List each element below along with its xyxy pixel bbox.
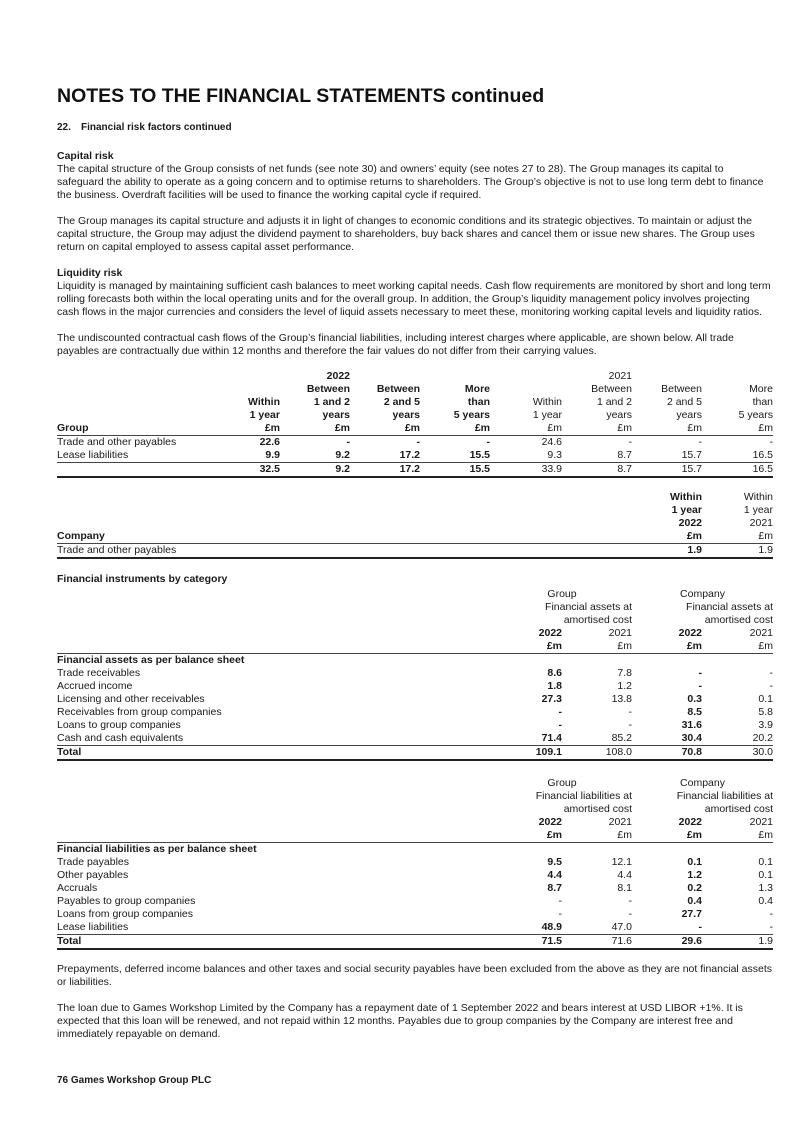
row-label: Company <box>57 530 632 544</box>
table-row <box>57 908 773 921</box>
liquidity-risk-para-2: The undiscounted contractual cash flows of the Group’s financial liabilities, including interest charges where applicable, are shown below. All trade payables are contractually due within 12 months and therefore the fair values do not differ from their carrying values. <box>57 332 734 357</box>
page-title: NOTES TO THE FINANCIAL STATEMENTS continued <box>57 85 545 107</box>
column-header: 1 year <box>671 504 702 516</box>
cell-value: 48.9 <box>541 921 562 933</box>
cell-value: - <box>558 719 562 731</box>
cell-value: 0.1 <box>758 856 774 868</box>
cell-value: - <box>558 706 562 718</box>
total-value: 29.6 <box>632 935 702 950</box>
table-row <box>57 544 773 559</box>
total-value: 32.5 <box>197 463 280 478</box>
total-row <box>57 935 773 950</box>
cell-value: 22.6 <box>259 436 280 448</box>
cell-value: 0.3 <box>687 693 702 705</box>
cell-value: 20.2 <box>752 732 774 744</box>
table-row <box>57 843 773 857</box>
table-row <box>57 588 773 601</box>
row-label: Loans from group companies <box>57 908 193 920</box>
cell-value: - <box>346 436 350 448</box>
table-row <box>57 803 773 816</box>
column-header: 1 year <box>532 409 562 421</box>
cell-value: 0.1 <box>758 693 774 705</box>
unit-label: £m <box>420 422 490 436</box>
total-value: 15.7 <box>632 463 702 478</box>
cell-value: 8.5 <box>687 706 702 718</box>
note-heading <box>57 121 773 134</box>
total-value: 16.5 <box>702 463 773 478</box>
cell-value: 9.5 <box>547 856 562 868</box>
cell-value: 9.3 <box>547 449 562 461</box>
cell-value: 16.5 <box>752 449 773 461</box>
column-header: Between <box>661 383 702 395</box>
page-footer: 76 Games Workshop Group PLC <box>57 1075 212 1086</box>
cell-value: - <box>558 908 562 920</box>
group-header: Group <box>547 777 577 789</box>
year-header: 2022 <box>538 627 562 639</box>
year-header: 2021 <box>608 627 632 639</box>
cell-value: 31.6 <box>681 719 702 731</box>
total-label: Total <box>57 746 492 761</box>
column-header: 2021 <box>749 517 773 529</box>
row-label: Licensing and other receivables <box>57 693 205 705</box>
cell-value: 9.2 <box>335 449 350 461</box>
cell-value: 30.4 <box>681 732 702 744</box>
cell-value: 71.4 <box>541 732 562 744</box>
unit-label: £m <box>280 422 350 436</box>
total-value: 8.7 <box>562 463 632 478</box>
total-value: 109.1 <box>492 746 562 761</box>
cell-value: - <box>698 436 702 448</box>
table-row <box>57 383 773 396</box>
row-label: Trade receivables <box>57 667 141 679</box>
table-row <box>57 790 773 803</box>
total-row <box>57 463 773 478</box>
cell-value: 15.7 <box>681 449 702 461</box>
total-value: 1.9 <box>702 935 773 950</box>
cell-value: 15.5 <box>469 449 490 461</box>
cell-value: - <box>698 921 702 933</box>
company-cashflow-table <box>57 491 773 559</box>
total-value: 17.2 <box>350 463 420 478</box>
table-row <box>57 614 773 627</box>
column-header: Within <box>532 396 562 408</box>
closing-para-1: Prepayments, deferred income balances and other taxes and social security payables have been excluded from the above as they are not financial assets or liabilities. <box>57 963 773 988</box>
table-row <box>57 627 773 640</box>
unit-label: £m <box>492 640 562 654</box>
table-row <box>57 654 773 668</box>
cell-value: - <box>628 436 632 448</box>
financial-liabilities-table <box>57 777 773 950</box>
column-header: Between <box>306 383 350 395</box>
group-subheader: Financial assets at <box>545 601 632 613</box>
cell-value: - <box>486 436 490 448</box>
column-header: Between <box>591 383 632 395</box>
row-label: Cash and cash equivalents <box>57 732 184 744</box>
cell-value: - <box>769 680 774 692</box>
column-header: years <box>676 409 702 421</box>
cell-value: 0.4 <box>687 895 702 907</box>
cell-value: 8.1 <box>617 882 632 894</box>
table-row <box>57 436 773 450</box>
cell-value: - <box>769 921 774 933</box>
total-value: 33.9 <box>490 463 562 478</box>
capital-risk-heading: Capital risk <box>57 150 114 162</box>
column-header: years <box>606 409 632 421</box>
column-header: More <box>464 383 490 395</box>
cell-value: 27.3 <box>541 693 562 705</box>
cell-value: - <box>769 667 774 679</box>
year-header: 2022 <box>538 816 562 828</box>
cell-value: 5.8 <box>758 706 774 718</box>
column-header <box>490 383 562 396</box>
row-label: Loans to group companies <box>57 719 181 731</box>
year-2022-label: 2022 <box>326 370 350 382</box>
cell-value: - <box>628 719 632 731</box>
row-label: Accrued income <box>57 680 133 692</box>
cell-value: - <box>628 908 632 920</box>
cell-value: 1.3 <box>758 882 774 894</box>
unit-label: £m <box>702 829 773 843</box>
cell-value: 8.6 <box>547 667 562 679</box>
unit-label: £m <box>632 640 702 654</box>
table-row <box>57 882 773 895</box>
table-row <box>57 856 773 869</box>
total-label: Total <box>57 935 492 950</box>
cell-value: 1.9 <box>702 544 773 559</box>
year-header: 2021 <box>749 816 774 828</box>
column-header: years <box>392 409 420 421</box>
total-row <box>57 746 773 761</box>
financial-assets-table <box>57 588 773 761</box>
capital-risk-para-1: The capital structure of the Group consists of net funds (see note 30) and owners’ equity (see notes 27 to 28). The Group manages its capital to safeguard the ability to operate as a going concern and to optimise returns to shareholders. The Group’s objective is not to use long term debt to finance the business. Overdraft facilities will be used to finance the working capital cycle if required. <box>57 163 764 201</box>
table-row <box>57 422 773 436</box>
table-row <box>57 732 773 746</box>
liquidity-risk-heading: Liquidity risk <box>57 267 123 279</box>
column-header: Within <box>743 491 773 503</box>
cell-value: 7.8 <box>617 667 632 679</box>
row-label: Accruals <box>57 882 98 894</box>
year-header: 2022 <box>678 816 702 828</box>
unit-label: £m <box>492 829 562 843</box>
row-label: Receivables from group companies <box>57 706 222 718</box>
total-value: 15.5 <box>420 463 490 478</box>
cell-value: 17.2 <box>399 449 420 461</box>
column-header: 2022 <box>678 517 702 529</box>
year-header: 2022 <box>678 627 702 639</box>
cell-value: - <box>698 667 702 679</box>
cell-value: 1.2 <box>617 680 632 692</box>
unit-label: £m <box>562 422 632 436</box>
cell-value: 0.2 <box>687 882 702 894</box>
table-row <box>57 816 773 829</box>
unit-label: £m <box>632 530 702 544</box>
cell-value: 47.0 <box>611 921 632 933</box>
unit-label: £m <box>562 829 632 843</box>
column-header: Within <box>248 396 280 408</box>
group-subheader: amortised cost <box>563 614 632 626</box>
unit-label: £m <box>702 530 773 544</box>
column-header: Between <box>376 383 420 395</box>
cell-value: 0.1 <box>687 856 702 868</box>
unit-label: £m <box>562 640 632 654</box>
table-row <box>57 517 773 530</box>
cell-value: 27.7 <box>681 908 702 920</box>
column-header: 1 year <box>743 504 773 516</box>
table-row <box>57 396 773 409</box>
column-header: 5 years <box>738 409 773 421</box>
table-row <box>57 449 773 463</box>
group-cashflow-table <box>57 370 773 478</box>
year-2021-label: 2021 <box>608 370 632 382</box>
year-header: 2021 <box>749 627 774 639</box>
unit-label: £m <box>197 422 280 436</box>
cell-value: 4.4 <box>617 869 632 881</box>
cell-value: 13.8 <box>611 693 632 705</box>
row-label: Group <box>57 422 197 436</box>
row-label: Lease liabilities <box>57 921 129 933</box>
table-row <box>57 719 773 732</box>
unit-label: £m <box>702 640 773 654</box>
liquidity-risk-para-1: Liquidity is managed by maintaining sufficient cash balances to meet working capital needs. Cash flow requirements are monitored by short and long term rolling forecasts both within the local operating units and for the overall group. In addition, the Group’s liquidity management policy involves projecting cash flows in the major currencies and considers the level of liquid assets necessary to meet these, monitoring working capital levels and liquidity ratios. <box>57 280 771 318</box>
company-header: Company <box>680 777 725 789</box>
row-label: Lease liabilities <box>57 449 129 461</box>
table-row <box>57 869 773 882</box>
group-subheader: amortised cost <box>563 803 632 815</box>
year-header: 2021 <box>608 816 632 828</box>
company-subheader: amortised cost <box>704 614 774 626</box>
column-header: 2 and 5 <box>383 396 420 408</box>
row-label: Trade and other payables <box>57 436 177 448</box>
table-row <box>57 409 773 422</box>
cell-value: - <box>628 706 632 718</box>
cell-value: 12.1 <box>611 856 632 868</box>
row-label: Other payables <box>57 869 129 881</box>
company-header: Company <box>680 588 725 600</box>
instruments-heading: Financial instruments by category <box>57 573 228 585</box>
cell-value: 24.6 <box>541 436 562 448</box>
cell-value: 85.2 <box>611 732 632 744</box>
total-value: 70.8 <box>632 746 702 761</box>
cell-value: - <box>416 436 420 448</box>
table-row <box>57 777 773 790</box>
total-value: 71.5 <box>492 935 562 950</box>
cell-value: 3.9 <box>758 719 774 731</box>
table-row <box>57 530 773 544</box>
cell-value: - <box>698 680 702 692</box>
total-value: 30.0 <box>702 746 773 761</box>
column-header <box>197 383 280 396</box>
column-header: 1 and 2 <box>596 396 632 408</box>
total-value: 9.2 <box>280 463 350 478</box>
cell-value: 8.7 <box>547 882 562 894</box>
column-header: years <box>322 409 350 421</box>
cell-value: 0.4 <box>758 895 774 907</box>
table-row <box>57 640 773 654</box>
row-label: Trade and other payables <box>57 544 632 559</box>
table-row <box>57 504 773 517</box>
table-row <box>57 680 773 693</box>
cell-value: - <box>769 436 773 448</box>
table-row <box>57 370 773 383</box>
column-header: 2 and 5 <box>666 396 702 408</box>
column-header: More <box>749 383 773 395</box>
group-subheader: Financial liabilities at <box>535 790 632 802</box>
table-row <box>57 921 773 935</box>
table-row <box>57 667 773 680</box>
table-row <box>57 491 773 504</box>
unit-label: £m <box>702 422 773 436</box>
total-value: 71.6 <box>562 935 632 950</box>
note-number: 22. <box>57 122 71 133</box>
section-label: Financial assets as per balance sheet <box>57 654 245 666</box>
unit-label: £m <box>632 829 702 843</box>
cell-value: 1.8 <box>547 680 562 692</box>
cell-value: 8.7 <box>617 449 632 461</box>
total-value: 108.0 <box>562 746 632 761</box>
capital-risk-para-2: The Group manages its capital structure and adjusts it in light of changes to economic conditions and its strategic objectives. To maintain or adjust the capital structure, the Group may adjust the dividend payment to shareholders, buy back shares and cancel them or issue new shares. The Group uses return on capital employed to assess capital asset performance. <box>57 215 755 253</box>
column-header: than <box>752 396 773 408</box>
cell-value: 4.4 <box>547 869 562 881</box>
cell-value: 1.2 <box>687 869 702 881</box>
cell-value: 0.1 <box>758 869 774 881</box>
column-header: 1 year <box>249 409 280 421</box>
cell-value: - <box>558 895 562 907</box>
section-label: Financial liabilities as per balance sheet <box>57 843 257 855</box>
closing-para-2: The loan due to Games Workshop Limited by the Company has a repayment date of 1 September 2022 and bears interest at USD LIBOR +1%. It is expected that this loan will be renewed, and not repaid within 12 months. Payables due to group companies by the Company are interest free and immediately repayable on demand. <box>57 1002 743 1040</box>
company-subheader: Financial assets at <box>686 601 774 613</box>
note-title: Financial risk factors continued <box>81 122 232 133</box>
table-row <box>57 829 773 843</box>
column-header: Within <box>670 491 702 503</box>
page-content <box>57 84 773 1054</box>
unit-label: £m <box>632 422 702 436</box>
cell-value: - <box>769 908 774 920</box>
company-subheader: amortised cost <box>704 803 774 815</box>
unit-label: £m <box>350 422 420 436</box>
table-row <box>57 706 773 719</box>
table-row <box>57 601 773 614</box>
cell-value: - <box>628 895 632 907</box>
group-header: Group <box>547 588 577 600</box>
company-subheader: Financial liabilities at <box>676 790 774 802</box>
cell-value: 9.9 <box>265 449 280 461</box>
unit-label: £m <box>490 422 562 436</box>
cell-value: 1.9 <box>632 544 702 559</box>
row-label: Trade payables <box>57 856 129 868</box>
column-header: than <box>467 396 490 408</box>
column-header: 1 and 2 <box>313 396 350 408</box>
column-header: 5 years <box>453 409 490 421</box>
row-label: Payables to group companies <box>57 895 196 907</box>
table-row <box>57 895 773 908</box>
table-row <box>57 693 773 706</box>
